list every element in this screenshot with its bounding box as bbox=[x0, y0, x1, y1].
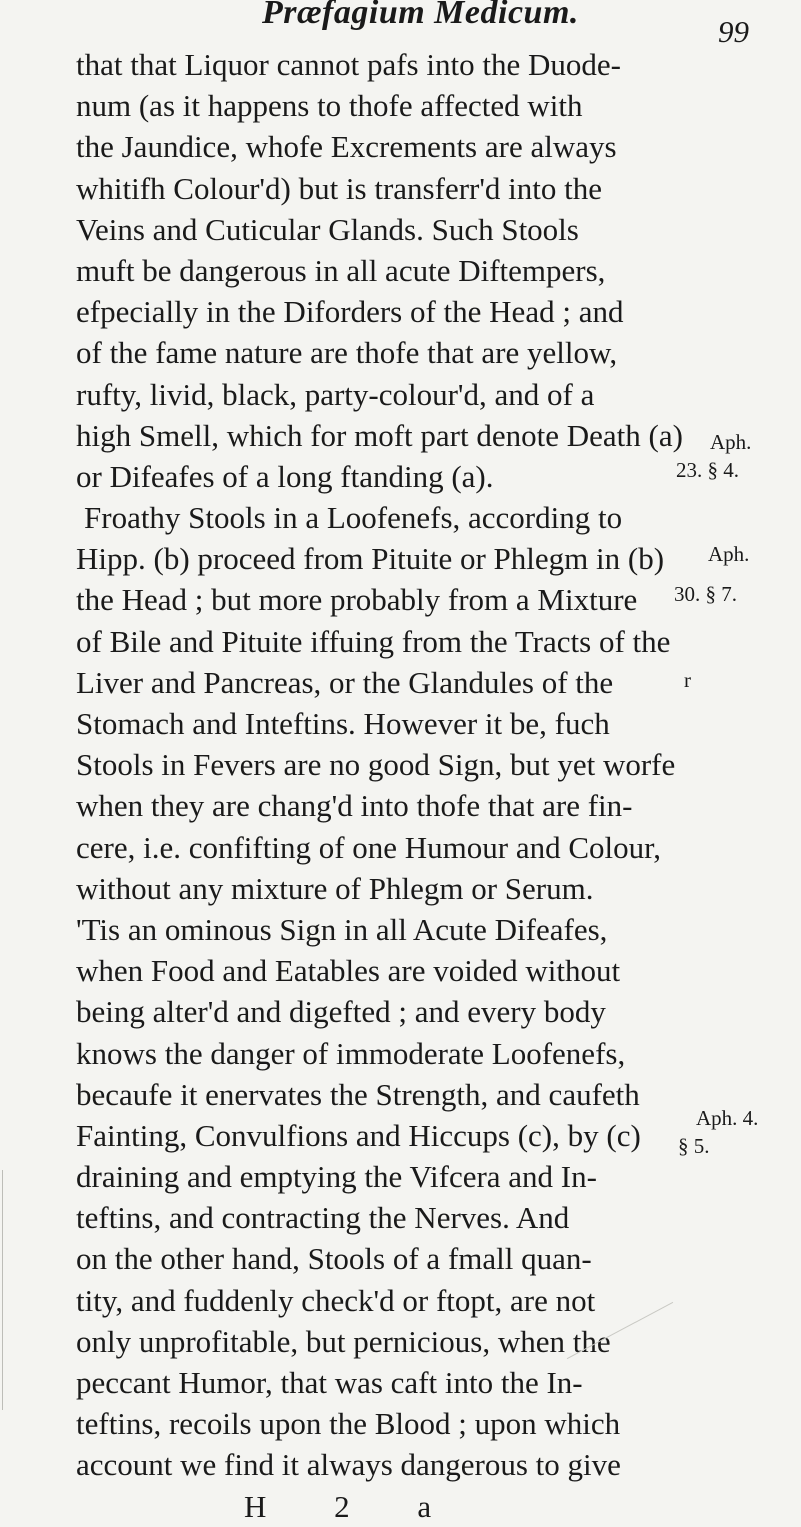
margin-note: 23. § 4. bbox=[676, 458, 739, 482]
text-line: cere, i.e. confifting of one Humour and Colour, bbox=[76, 829, 662, 865]
text-line: Stools in Fevers are no good Sign, but yet worfe bbox=[76, 747, 676, 783]
text-line: becaufe it enervates the Strength, and caufeth bbox=[76, 1076, 640, 1112]
margin-note: Aph. 4. bbox=[696, 1106, 759, 1130]
text-line: teftins, and contracting the Nerves. And bbox=[76, 1200, 570, 1236]
text-line: efpecially in the Diforders of the Head ; and bbox=[76, 294, 624, 330]
margin-notes bbox=[672, 0, 801, 1420]
margin-note: § 5. bbox=[678, 1134, 710, 1158]
text-line: Liver and Pancreas, or the Glandules of the bbox=[76, 664, 614, 700]
text-line: high Smell, which for moft part denote Death (a) bbox=[76, 417, 683, 453]
catchword: a bbox=[417, 1488, 462, 1524]
text-line: only unprofitable, but pernicious, when the bbox=[76, 1323, 611, 1359]
text-line: Fainting, Convulfions and Hiccups (c), by (c) bbox=[76, 1117, 641, 1153]
text-line: knows the danger of immoderate Loofenefs, bbox=[76, 1035, 626, 1071]
text-line: peccant Humor, that was caft into the In- bbox=[76, 1365, 583, 1400]
text-line: or Difeafes of a long ftanding (a). bbox=[76, 458, 494, 494]
text-line: when Food and Eatables are voided without bbox=[76, 953, 621, 989]
text-line: Froathy Stools in a Loofenefs, according to bbox=[84, 500, 623, 536]
text-line: draining and emptying the Vifcera and In- bbox=[76, 1159, 597, 1195]
text-line: 'Tis an ominous Sign in all Acute Difeafes, bbox=[76, 911, 608, 947]
text-line: of the fame nature are thofe that are yellow, bbox=[76, 335, 618, 371]
margin-note: Aph. bbox=[710, 430, 752, 454]
text-line: without any mixture of Phlegm or Serum. bbox=[76, 870, 594, 906]
text-line: account we find it always dangerous to give bbox=[76, 1447, 621, 1483]
signature-mark: H 2 bbox=[244, 1488, 380, 1524]
signature-line bbox=[54, 1486, 674, 1527]
text-line: teftins, recoils upon the Blood ; upon which bbox=[76, 1406, 621, 1442]
page-edge-line bbox=[2, 1170, 3, 1410]
running-title: Præfagium Medicum. bbox=[262, 0, 579, 31]
text-line: Hipp. (b) proceed from Pituite or Phlegm in (b) bbox=[76, 541, 665, 577]
page-number: 99 bbox=[718, 14, 749, 49]
text-line: that that Liquor cannot pafs into the Duode- bbox=[76, 47, 621, 82]
text-line: of Bile and Pituite iffuing from the Tracts of the bbox=[76, 623, 671, 659]
text-line: when they are chang'd into thofe that are fin- bbox=[76, 788, 633, 824]
text-line: the Head ; but more probably from a Mixture bbox=[76, 582, 638, 618]
margin-note: Aph. bbox=[708, 542, 750, 566]
text-line: being alter'd and digefted ; and every body bbox=[76, 994, 606, 1030]
text-line: whitifh Colour'd) but is transferr'd into the bbox=[76, 170, 603, 206]
text-line: Stomach and Inteftins. However it be, fuch bbox=[76, 706, 610, 741]
margin-note: 30. § 7. bbox=[674, 582, 737, 606]
margin-note: r bbox=[684, 668, 691, 692]
text-line: muft be dangerous in all acute Diftempers, bbox=[76, 252, 606, 288]
text-line: num (as it happens to thofe affected with bbox=[76, 88, 583, 124]
text-line: Veins and Cuticular Glands. Such Stools bbox=[76, 211, 579, 247]
text-line: tity, and fuddenly check'd or ftopt, are not bbox=[76, 1282, 596, 1318]
text-line: rufty, livid, black, party-colour'd, and of a bbox=[76, 376, 595, 412]
text-line: on the other hand, Stools of a fmall quan- bbox=[76, 1241, 592, 1277]
text-line: the Jaundice, whofe Excrements are always bbox=[76, 129, 617, 165]
body-text bbox=[54, 44, 683, 1527]
